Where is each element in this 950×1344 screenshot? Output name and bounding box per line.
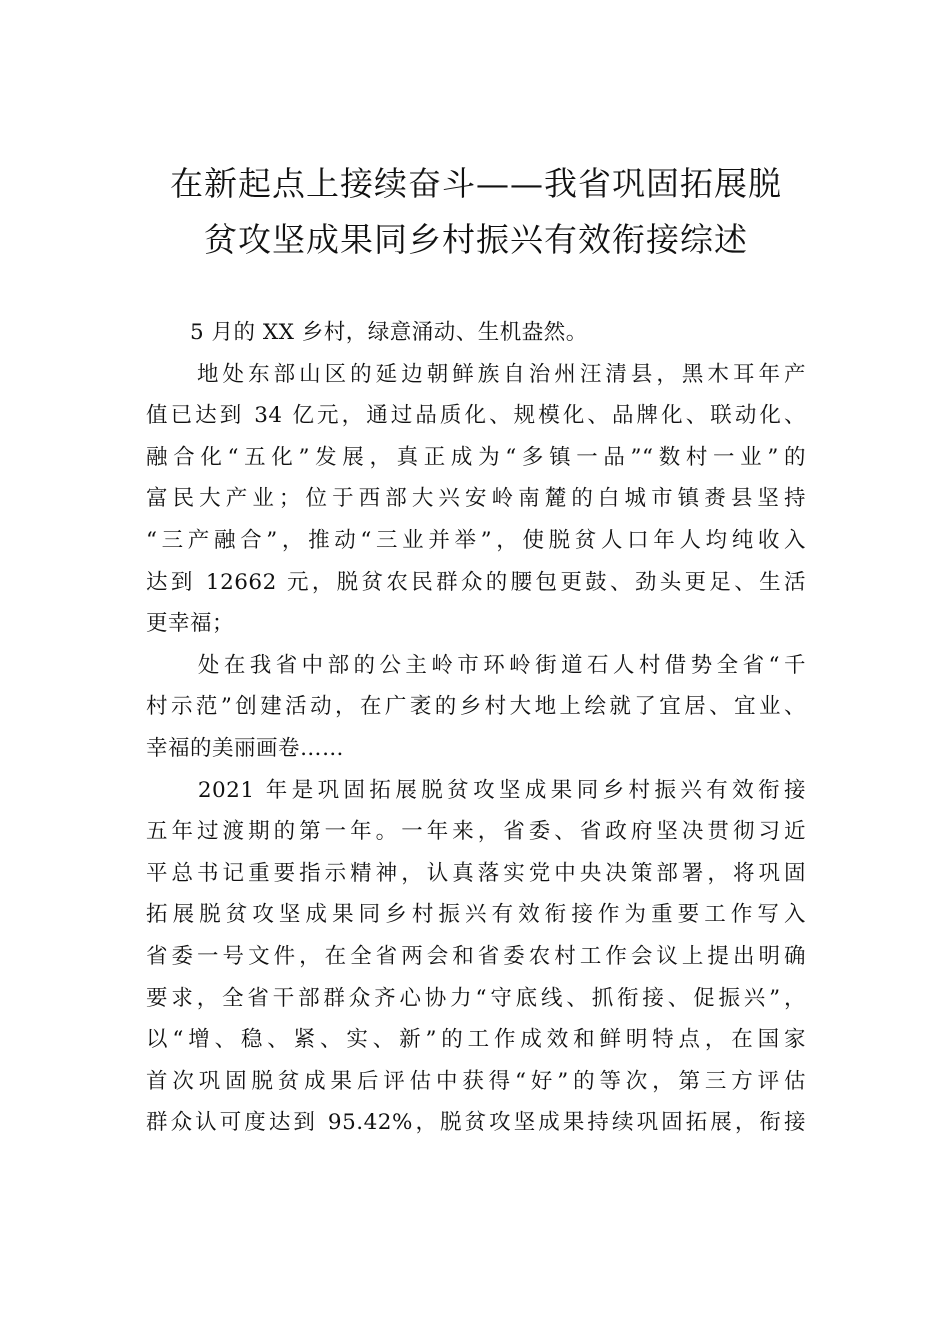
paragraph-line: 地处东部山区的延边朝鲜族自治州汪清县，黑木耳年产 bbox=[146, 361, 806, 387]
paragraph-line: 群众认可度达到 95.42%，脱贫攻坚成果持续巩固拓展，衔接 bbox=[146, 1110, 806, 1136]
paragraph-line: 值已达到 34 亿元，通过品质化、规模化、品牌化、联动化、 bbox=[146, 403, 806, 429]
paragraph-line: 五年过渡期的第一年。一年来，省委、省政府坚决贯彻习近 bbox=[146, 819, 806, 845]
paragraph-line: 达到 12662 元，脱贫农民群众的腰包更鼓、劲头更足、生活 bbox=[146, 569, 806, 595]
paragraph-line: 5 月的 XX 乡村，绿意涌动、生机盎然。 bbox=[146, 320, 588, 345]
paragraph-4 bbox=[146, 770, 806, 1144]
title-line-2: 贫攻坚成果同乡村振兴有效衔接综述 bbox=[204, 220, 748, 259]
paragraph-1 bbox=[146, 312, 806, 354]
paragraph-2 bbox=[146, 354, 806, 645]
paragraph-line: 要求，全省干部群众齐心协力“守底线、抓衔接、促振兴”， bbox=[146, 985, 806, 1011]
paragraph-line: 省委一号文件，在全省两会和省委农村工作会议上提出明确 bbox=[146, 943, 806, 969]
paragraph-line: 村示范”创建活动，在广袤的乡村大地上绘就了宜居、宜业、 bbox=[146, 694, 806, 720]
paragraph-line: 拓展脱贫攻坚成果同乡村振兴有效衔接作为重要工作写入 bbox=[146, 902, 806, 928]
paragraph-line: 2021 年是巩固拓展脱贫攻坚成果同乡村振兴有效衔接 bbox=[146, 777, 806, 803]
paragraph-line: 融合化“五化”发展，真正成为“多镇一品”“数村一业”的 bbox=[146, 444, 806, 470]
article-title bbox=[148, 156, 804, 268]
paragraph-line: 平总书记重要指示精神，认真落实党中央决策部署，将巩固 bbox=[146, 860, 806, 886]
paragraph-line: “三产融合”，推动“三业并举”，使脱贫人口年人均纯收入 bbox=[146, 527, 806, 553]
article-body bbox=[146, 312, 806, 1144]
paragraph-line: 以“增、稳、紧、实、新”的工作成效和鲜明特点，在国家 bbox=[146, 1027, 806, 1053]
paragraph-line: 幸福的美丽画卷…… bbox=[146, 735, 345, 761]
paragraph-line: 首次巩固脱贫成果后评估中获得“好”的等次，第三方评估 bbox=[146, 1068, 806, 1094]
paragraph-line: 富民大产业；位于西部大兴安岭南麓的白城市镇赉县坚持 bbox=[146, 486, 806, 512]
paragraph-3 bbox=[146, 645, 806, 770]
title-line-1: 在新起点上接续奋斗——我省巩固拓展脱 bbox=[170, 164, 782, 203]
paragraph-line: 处在我省中部的公主岭市环岭街道石人村借势全省“千 bbox=[146, 652, 806, 678]
paragraph-line: 更幸福； bbox=[146, 611, 235, 637]
